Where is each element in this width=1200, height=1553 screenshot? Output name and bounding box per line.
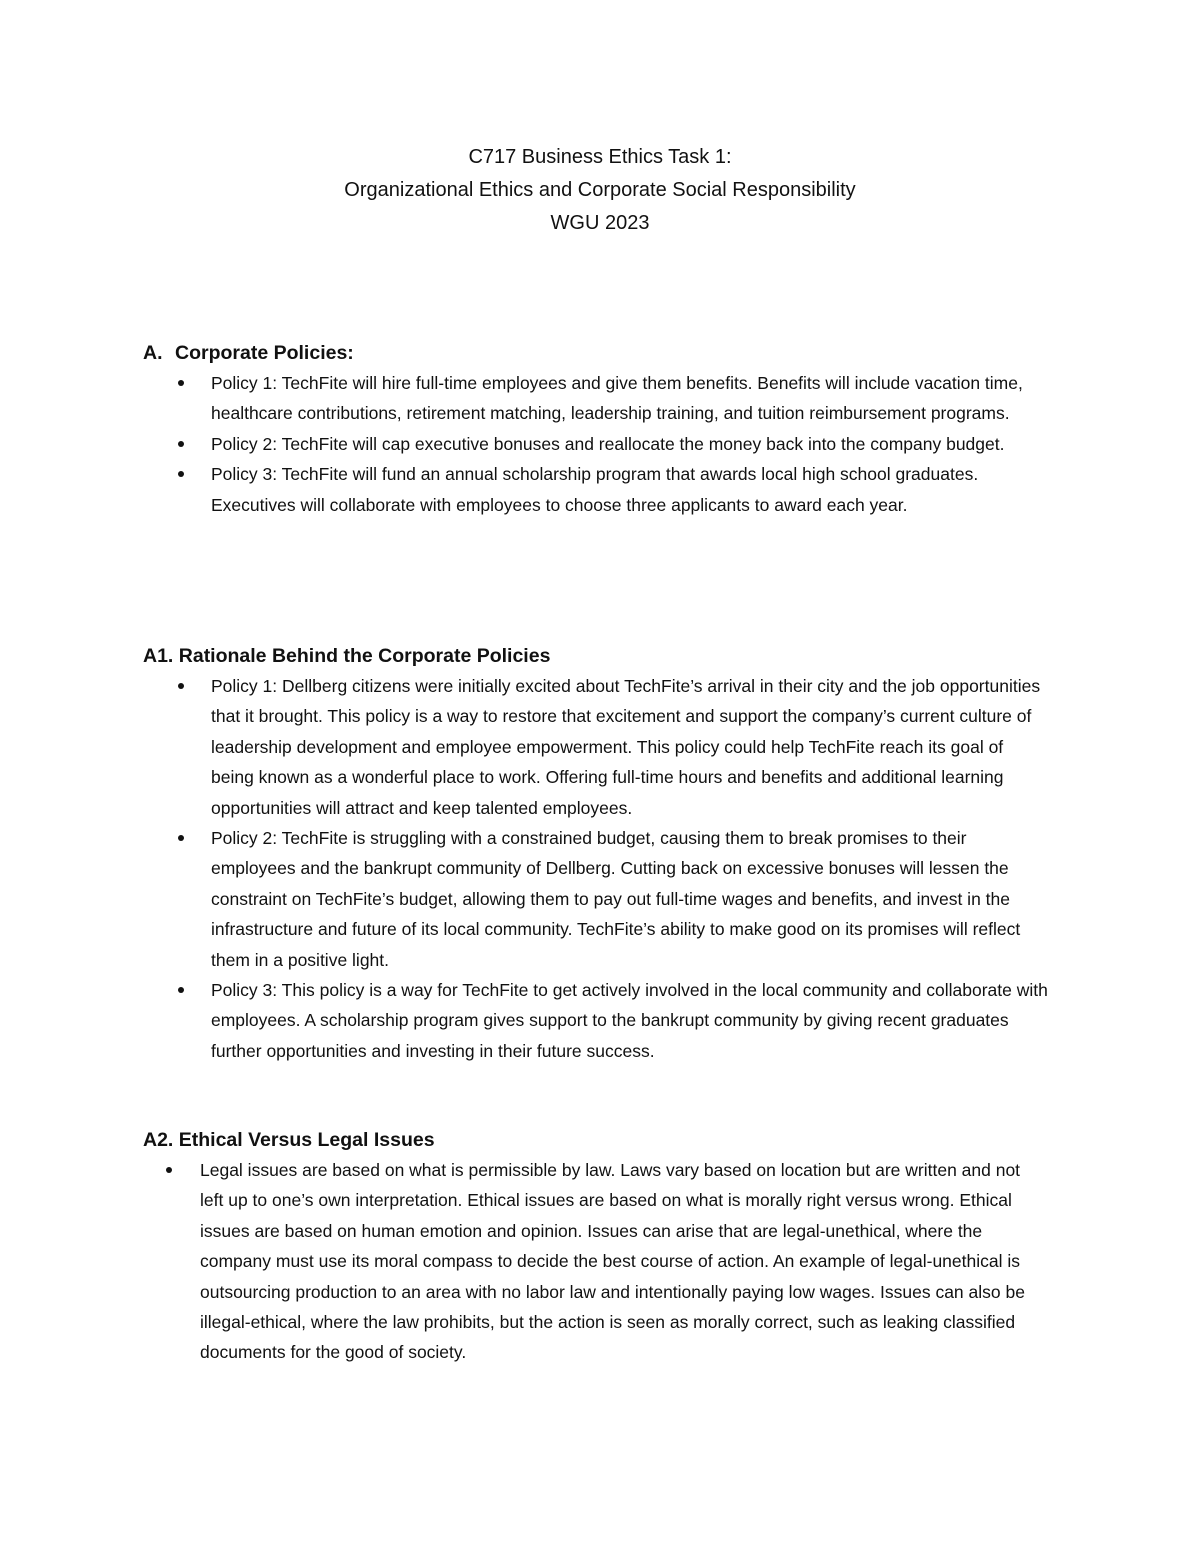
list-item	[143, 368, 1048, 429]
bullet-icon	[178, 471, 184, 477]
list-item-text: Policy 1: TechFite will hire full-time employees and give them benefits. Benefits will include vacation time, healthcare contributions, retirement matching, leadership training, and tuition reimbursement programs.	[211, 373, 1023, 424]
list-item-text: Policy 3: This policy is a way for TechFite to get actively involved in the local community and collaborate with employees. A scholarship program gives support to the bankrupt community by giving recent graduates further opportunities and investing in their future success.	[211, 980, 1048, 1061]
list-item-text: Policy 2: TechFite is struggling with a constrained budget, causing them to break promises to their employees and the bankrupt community of Dellberg. Cutting back on excessive bonuses will lessen the constraint on TechFite’s budget, allowing them to pay out full-time wages and benefits, and invest in the infrastructure and future of its local community. TechFite’s ability to make good on its promises will reflect them in a positive light.	[211, 828, 1021, 970]
bullet-icon	[166, 1167, 172, 1173]
list-item	[143, 975, 1048, 1066]
bullet-list	[143, 368, 1048, 520]
section-rationale	[143, 641, 1048, 1066]
section-heading-text: Corporate Policies:	[175, 342, 354, 364]
list-item	[143, 823, 1048, 975]
document-title-line-1: C717 Business Ethics Task 1:	[468, 146, 732, 168]
list-item-text: Policy 2: TechFite will cap executive bonuses and reallocate the money back into the company budget.	[211, 433, 1005, 454]
section-heading: A1. Rationale Behind the Corporate Policies	[143, 645, 551, 667]
bullet-list	[143, 1155, 1048, 1368]
section-heading: A2. Ethical Versus Legal Issues	[143, 1129, 435, 1151]
bullet-icon	[178, 987, 184, 993]
list-item	[143, 671, 1048, 823]
bullet-icon	[178, 441, 184, 447]
document-title-block	[0, 141, 1200, 240]
document-title-line-2: Organizational Ethics and Corporate Social Responsibility	[344, 179, 856, 201]
list-item-text: Legal issues are based on what is permissible by law. Laws vary based on location but are written and not left up to one’s own interpretation. Ethical issues are based on what is morally right versus wrong. Ethical issues are based on human emotion and opinion. Issues can arise that are legal-unethical, where the company must use its moral compass to decide the best course of action. An example of legal-unethical is outsourcing production to an area with no labor law and intentionally paying low wages. Issues can also be illegal-ethical, where the law prohibits, but the action is seen as morally correct, such as leaking classified documents for the good of society.	[200, 1160, 1025, 1363]
section-letter: A.	[143, 342, 163, 364]
section-heading	[143, 338, 1048, 368]
list-item	[143, 429, 1048, 459]
list-item-text: Policy 1: Dellberg citizens were initially excited about TechFite’s arrival in their city and the job opportunities that it brought. This policy is a way to restore that excitement and support the company’s current culture of leadership development and employee empowerment. This policy could help TechFite reach its goal of being known as a wonderful place to work. Offering full-time hours and benefits and additional learning opportunities will attract and keep talented employees.	[211, 676, 1041, 818]
document-title-line-3: WGU 2023	[550, 212, 650, 234]
bullet-icon	[178, 380, 184, 386]
section-corporate-policies	[143, 338, 1048, 520]
section-ethical-vs-legal	[143, 1125, 1048, 1368]
bullet-icon	[178, 683, 184, 689]
list-item	[143, 459, 1048, 520]
bullet-icon	[178, 835, 184, 841]
list-item	[143, 1155, 1048, 1368]
list-item-text: Policy 3: TechFite will fund an annual scholarship program that awards local high school graduates. Executives will collaborate with employees to choose three applicants to award each year.	[211, 464, 979, 515]
bullet-list	[143, 671, 1048, 1066]
